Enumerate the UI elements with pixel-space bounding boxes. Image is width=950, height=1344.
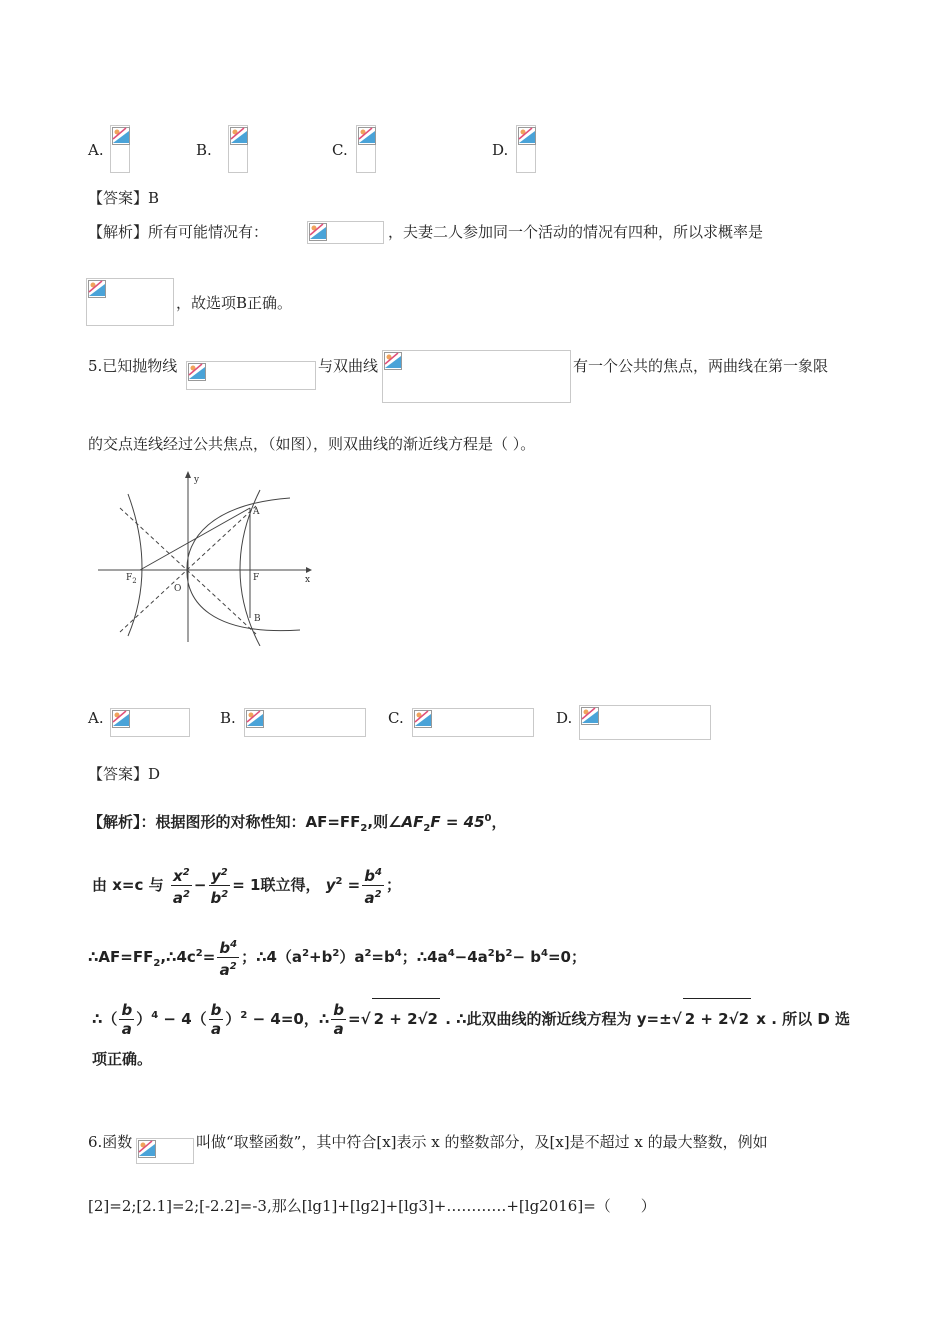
q5-analysis-line5: 项正确。: [92, 1050, 153, 1068]
q5-option-c-label: C.: [388, 709, 404, 727]
q4-analysis-end: ，故选项B正确。: [176, 294, 293, 312]
q4-answer: 【答案】B: [88, 189, 160, 207]
q6-stem-part2: 叫做“取整函数”，其中符合[x]表示 x 的整数部分，及[x]是不超过 x 的最大整数，例如: [196, 1133, 768, 1151]
q6-function-image: [136, 1138, 194, 1164]
x-axis-label: x: [305, 575, 311, 585]
fraction-b-a-2: $\frac{b}{a}$: [210, 1001, 222, 1038]
q5-option-a-label: A.: [88, 709, 104, 727]
q4-probability-image: [86, 278, 174, 326]
fraction-b-a-3: $\frac{b}{a}$: [333, 1001, 345, 1038]
q5-stem-part3: 有一个公共的焦点，两曲线在第一象限: [573, 357, 829, 375]
q5-analysis-line3: $\therefore AF=FF_2,\therefore 4c^2=$ $\frac{b^4}{a^2}$ ；$\therefore 4(a^2+b^2)a^2=b^4$；$\therefore 4a^4-4a^2b^2- b^4=0$；: [88, 934, 586, 984]
q5-option-c-image: [412, 708, 534, 737]
q5-hyperbola-image: [382, 350, 571, 403]
q5-option-b-label: B.: [220, 709, 236, 727]
broken-image-icon: [358, 127, 376, 145]
q5-answer: 【答案】D: [88, 765, 161, 783]
q4-option-d-label: D.: [492, 141, 509, 159]
broken-image-icon: [230, 127, 248, 145]
broken-image-icon: [112, 710, 130, 728]
q4-option-b-image: [228, 125, 248, 173]
hyperbola-left-branch: [128, 494, 142, 636]
q4-option-b-label: B.: [196, 141, 212, 159]
q4-option-c-label: C.: [332, 141, 348, 159]
broken-image-icon: [309, 223, 327, 241]
q4-analysis-formula-image: [307, 221, 384, 244]
origin-label: O: [174, 584, 182, 594]
fraction-y2-b2: $\frac{y^2}{b^2}$: [209, 864, 231, 907]
y-axis-label: y: [194, 475, 200, 485]
fraction-b-a-1: $\frac{b}{a}$: [121, 1001, 133, 1038]
broken-image-icon: [384, 352, 402, 370]
q5-option-d-label: D.: [556, 709, 573, 727]
broken-image-icon: [112, 127, 130, 145]
q4-option-c-image: [356, 125, 376, 173]
broken-image-icon: [188, 363, 206, 381]
q5-stem-part2: 与双曲线: [318, 357, 379, 375]
q4-option-a-image: [110, 125, 130, 173]
q5-option-b-image: [244, 708, 366, 737]
fraction-b4-a2: $\frac{b^4}{a^2}$: [362, 864, 384, 907]
broken-image-icon: [414, 710, 432, 728]
q5-analysis-line4: ∴（ $\frac{b}{a}$ ）$^4$ − 4（ $\frac{b}{a}$ ）$^2$ − 4=0，∴ $\frac{b}{a}$ =√ 2 + 2√2 . ∴此双曲线的渐近线方程为 y=±√ 2 + 2√2 x . 所以 D 选: [92, 996, 850, 1039]
broken-image-icon: [518, 127, 536, 145]
q4-option-d-image: [516, 125, 536, 173]
segment-f2-a: [140, 508, 250, 570]
broken-image-icon: [88, 280, 106, 298]
fraction-x2-a2: $\frac{x^2}{a^2}$: [171, 864, 192, 907]
q5-stem-line2: 的交点连线经过公共焦点，（如图），则双曲线的渐近线方程是（ ）。: [88, 435, 536, 453]
broken-image-icon: [138, 1140, 156, 1158]
q6-stem-line2: [2]=2;[2.1]=2;[-2.2]=-3,那么[lg1]+[lg2]+[lg3]+…………+[lg2016]=（ ）: [88, 1197, 656, 1215]
x-axis-arrow-icon: [306, 567, 312, 573]
q4-analysis-prefix: 【解析】所有可能情况有：: [88, 223, 269, 241]
q5-parabola-image: [186, 361, 316, 390]
y-axis-arrow-icon: [185, 471, 191, 478]
q5-analysis-line2: 由 x=c 与 $\frac{x^2}{a^2}$ − $\frac{y^2}{b^2}$ = 1联立得， $y^2$ = $\frac{b^4}{a^2}$ ；: [92, 862, 401, 907]
q4-analysis-middle: ，夫妻二人参加同一个活动的情况有四种，所以求概率是: [388, 223, 764, 241]
q6-stem-part1: 6.函数: [88, 1133, 133, 1151]
q5-stem-part1: 5.已知抛物线: [88, 357, 178, 375]
focus-f-label: F: [253, 573, 260, 583]
focus-f2-label: $F_2$: [126, 573, 137, 585]
q5-option-d-image: [579, 705, 711, 740]
q5-option-a-image: [110, 708, 190, 737]
point-a-label: A: [253, 507, 260, 517]
broken-image-icon: [581, 707, 599, 725]
fraction-b4-a2-2: $\frac{b^4}{a^2}$: [217, 936, 239, 979]
q5-conic-figure: [90, 466, 330, 646]
point-b-label: B: [254, 614, 261, 624]
broken-image-icon: [246, 710, 264, 728]
q5-analysis-line1: 【解析】：根据图形的对称性知：$AF=FF_2$,则$\angle AF_2F = 45^0$，: [88, 813, 507, 834]
q4-option-a-label: A.: [88, 141, 104, 159]
